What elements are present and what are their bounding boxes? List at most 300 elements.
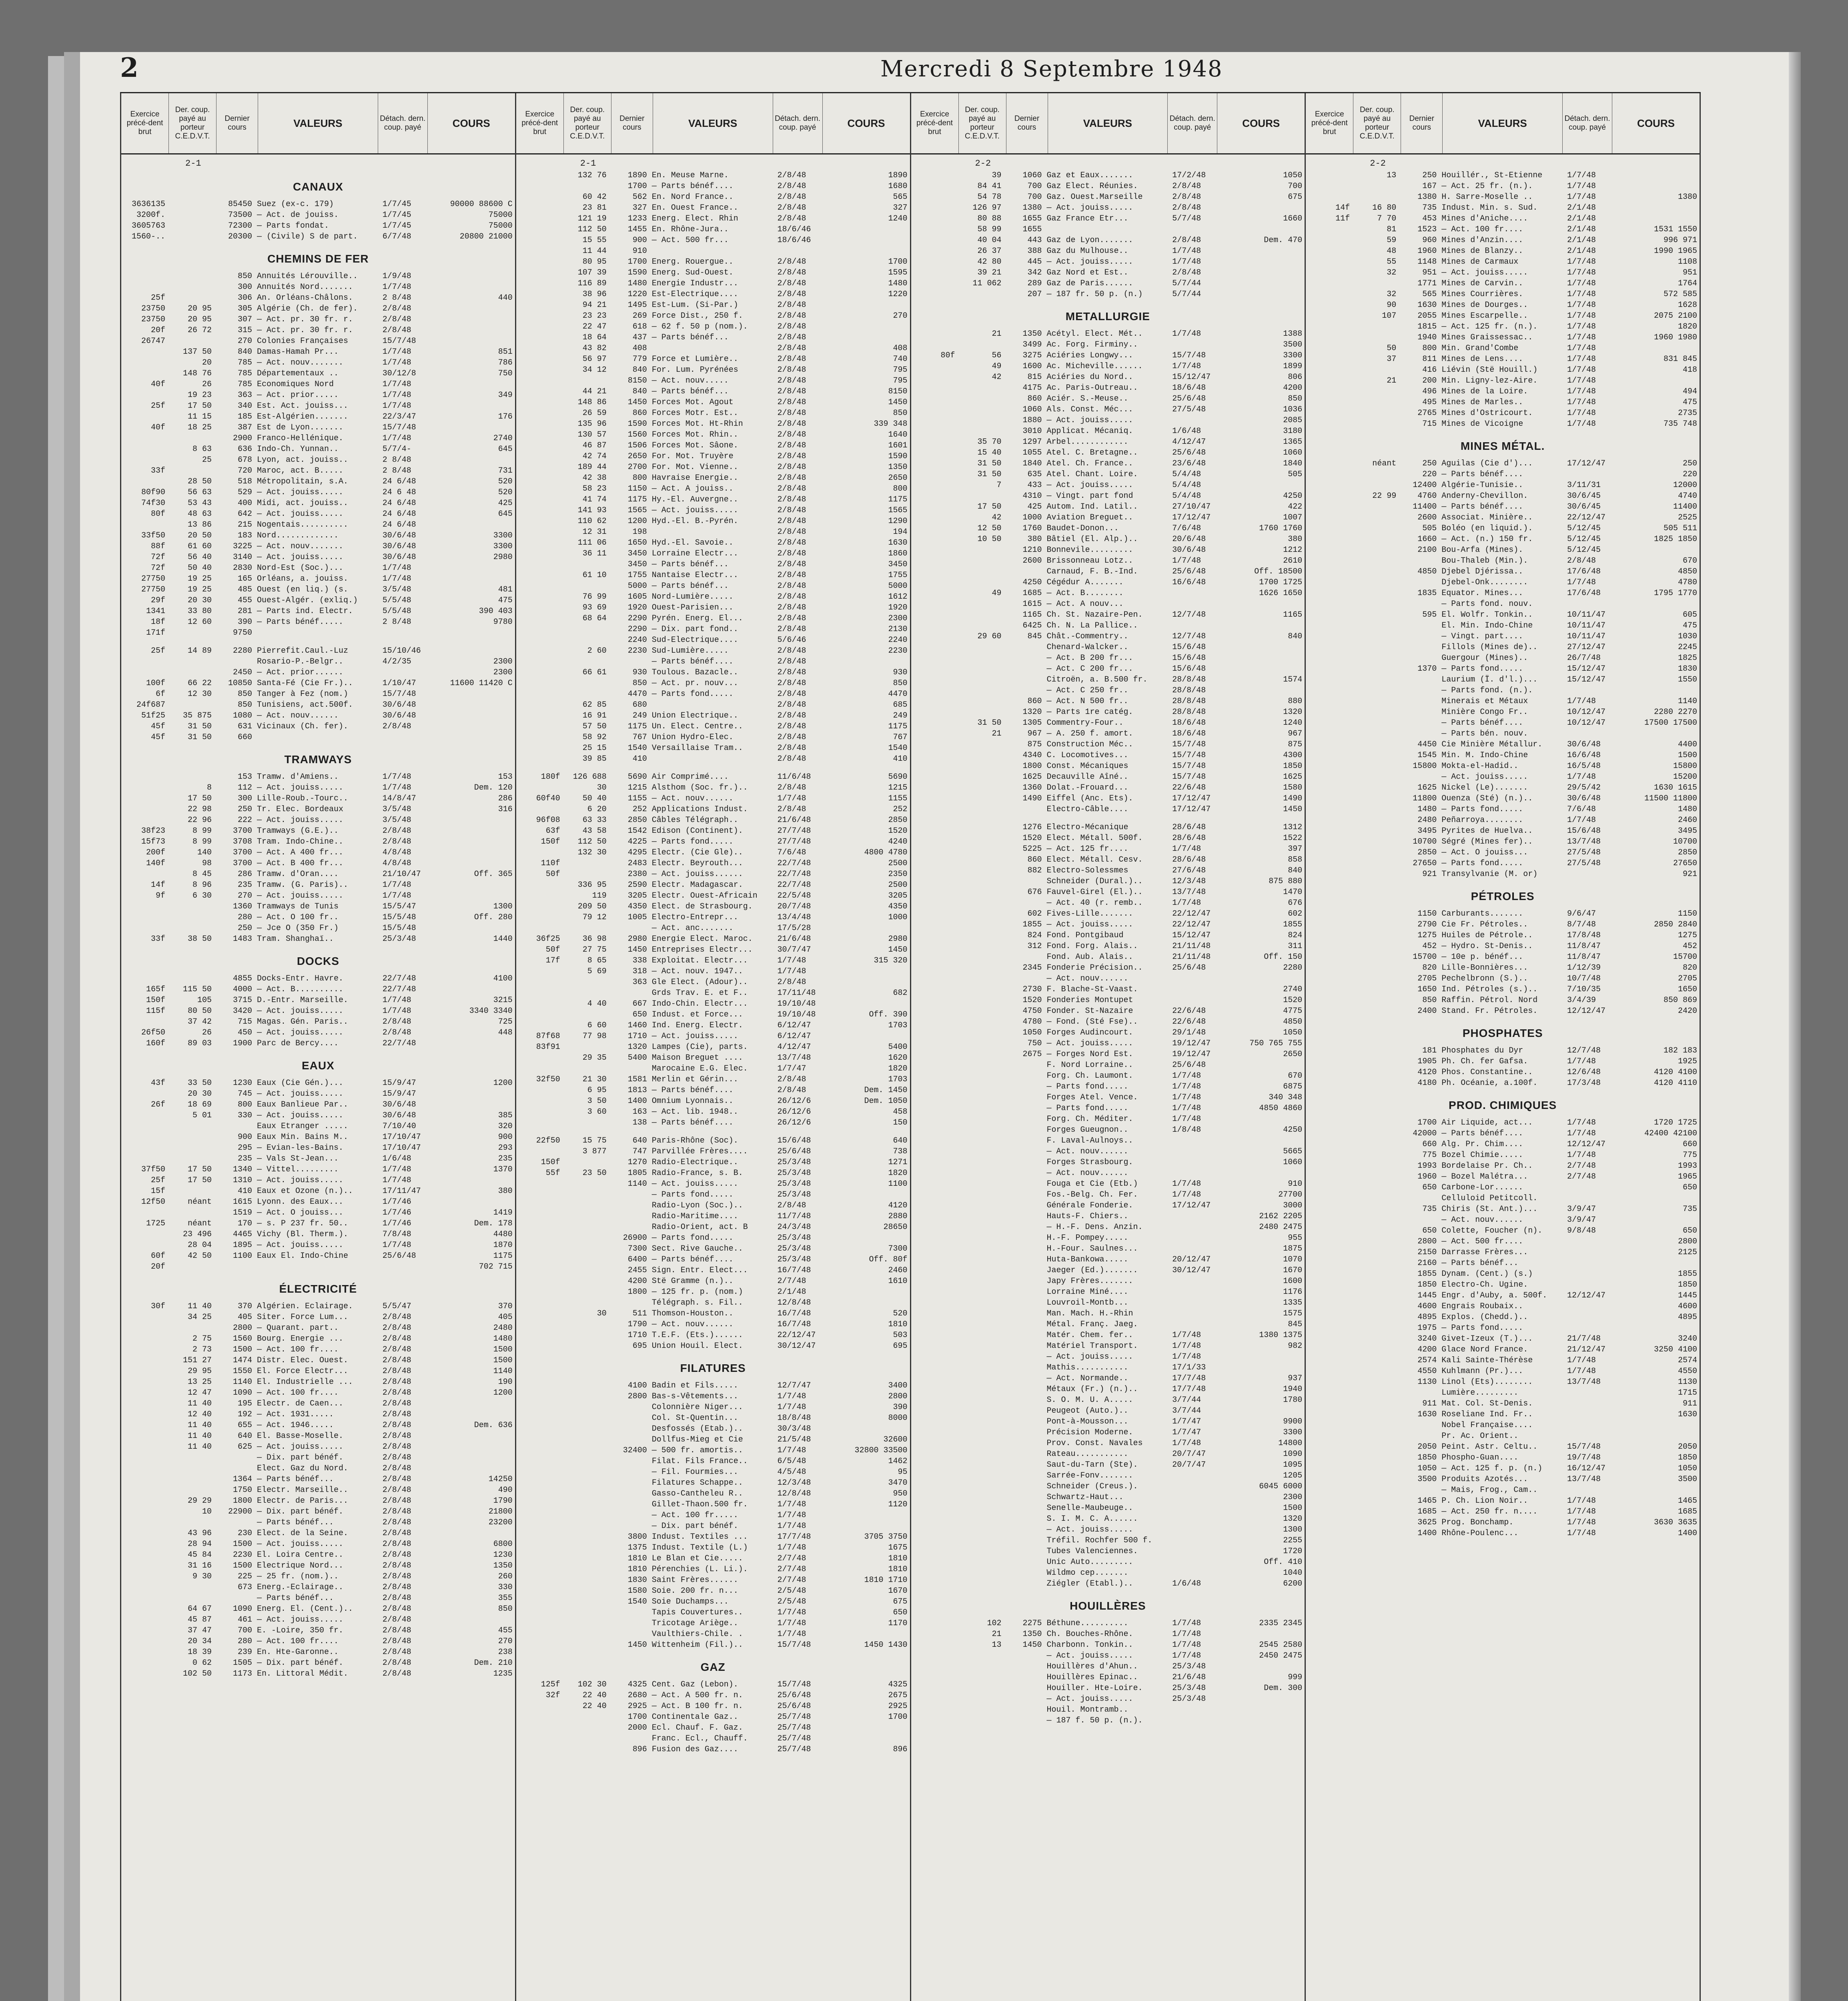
quote-cell: 1375 <box>627 1543 647 1552</box>
quote-cell: — 25 fr. (nom.).. <box>257 1572 339 1581</box>
quote-cell: 650 <box>632 1010 647 1019</box>
quote-cell: 1565 <box>627 506 647 515</box>
quote-cell: Lumière......... <box>1441 1388 1519 1397</box>
quote-cell: 2/7/48 <box>1567 1172 1596 1181</box>
quote-cell: Energ. Sud-Ouest. <box>651 268 734 277</box>
quote-cell: 2/8/48 <box>777 549 806 558</box>
quote-cell: 2/8/48 <box>777 538 806 547</box>
quote-cell: Dynam. (Cent.) (s.) <box>1441 1269 1533 1279</box>
quote-row <box>516 527 910 537</box>
quote-cell: 1700 <box>627 182 647 191</box>
quote-cell: 1480 <box>1417 805 1437 814</box>
quote-cell: 19/10/48 <box>777 999 816 1009</box>
quote-cell: 25/7/48 <box>777 1712 811 1722</box>
quote-row <box>1306 908 1700 919</box>
quote-cell: 1505 <box>233 1658 252 1668</box>
quote-row <box>121 782 515 793</box>
quote-cell: 1360 <box>1022 783 1042 792</box>
quote-cell: 1540 <box>627 1597 647 1606</box>
quote-cell: 72300 <box>228 221 252 231</box>
quote-cell: — Dix. part bénéf. <box>651 1522 738 1531</box>
quote-cell: 1522 <box>1283 834 1303 843</box>
quote-cell <box>1218 1629 1305 1640</box>
quote-row <box>1306 1355 1700 1366</box>
quote-row <box>516 1586 910 1596</box>
quote-row <box>121 1099 515 1110</box>
quote-cell: 911 <box>1422 1399 1437 1408</box>
quote-cell <box>516 912 563 923</box>
quote-cell <box>911 1222 958 1233</box>
quote-cell <box>958 1146 1004 1157</box>
quote-cell <box>958 1254 1004 1265</box>
quote-cell: 2/8/48 <box>382 1432 411 1441</box>
quote-cell: 1450 <box>627 945 647 954</box>
quote-cell <box>911 1568 958 1578</box>
quote-cell: 380 <box>1027 535 1042 544</box>
quote-cell <box>121 1517 168 1528</box>
quote-cell: 850 <box>237 700 252 710</box>
quote-cell: — Act. nouv...... <box>1441 1215 1523 1225</box>
quote-cell: 3140 <box>233 553 252 562</box>
quote-cell: Maroc, act. B..... <box>257 466 344 475</box>
quote-cell: 167 <box>1422 182 1437 191</box>
quote-cell: Dem. 210 <box>474 1658 513 1668</box>
quote-cell: — Parts fond. (n.). <box>1441 686 1533 695</box>
quote-row <box>911 1481 1305 1492</box>
quote-cell: 2/8/48 <box>382 1453 411 1462</box>
quote-cell <box>516 581 563 591</box>
quote-cell: 12/12/47 <box>1567 1140 1606 1149</box>
quote-cell <box>1171 1704 1218 1715</box>
quote-cell <box>563 1254 609 1265</box>
quote-row <box>1306 1431 1700 1442</box>
column-header-cell: COURS <box>1242 117 1280 129</box>
quote-cell <box>516 1117 563 1128</box>
quote-cell: H.-F. Pompey..... <box>1046 1233 1128 1243</box>
quote-cell <box>1565 1193 1613 1204</box>
quote-cell: 24 6/48 <box>382 520 416 529</box>
quote-cell <box>1352 815 1399 826</box>
quote-cell <box>911 1362 958 1373</box>
quote-cell <box>911 1341 958 1351</box>
quote-cell: 105 <box>197 996 212 1005</box>
quote-cell <box>516 1521 563 1532</box>
quote-cell: 4450 <box>1417 740 1437 749</box>
quote-row <box>1306 1506 1700 1517</box>
quote-cell: Construction Méc.. <box>1046 740 1133 749</box>
quote-cell: Entreprises Electr... <box>651 945 753 954</box>
quote-cell: 25/3/48 <box>1172 1684 1206 1693</box>
quote-cell: — Parts fond..... <box>651 837 734 846</box>
quote-cell <box>911 339 958 350</box>
quote-cell <box>563 1042 609 1053</box>
quote-cell: 7/10/40 <box>382 1122 416 1131</box>
quote-cell: — 187 f. 50 p. (n.). <box>1046 1716 1143 1725</box>
quote-cell: 4175 <box>1022 383 1042 393</box>
quote-cell: Mines de Vicoigne <box>1441 419 1523 429</box>
quote-cell <box>1306 599 1352 610</box>
quote-cell: 2/7/48 <box>1567 1161 1596 1171</box>
quote-cell: 1205 <box>1283 1471 1303 1480</box>
quote-cell: 1/7/48 <box>1567 365 1596 375</box>
quote-cell: 4200 <box>1283 383 1303 393</box>
quote-cell: 17/12/47 <box>1172 794 1211 803</box>
quote-cell <box>911 534 958 545</box>
quote-cell: 1480 <box>888 279 908 288</box>
quote-cell: 1960 <box>1417 247 1437 256</box>
quote-cell: Algérie-Tunisie.. <box>1441 481 1523 490</box>
quote-cell: Als. Const. Méc... <box>1046 405 1133 414</box>
quote-row <box>1306 408 1700 419</box>
quote-row <box>911 1546 1305 1557</box>
quote-cell: 1920 <box>627 603 647 612</box>
quote-cell: 811 <box>1422 355 1437 364</box>
quote-cell <box>1004 876 1044 887</box>
quote-cell <box>1352 1431 1399 1442</box>
quote-cell: T.E.F. (Ets.)...... <box>651 1331 743 1340</box>
section-title: FILATURES <box>680 1362 746 1374</box>
quote-row <box>516 181 910 192</box>
quote-cell <box>516 732 563 743</box>
quote-cell: 1/7/48 <box>1567 398 1596 407</box>
quote-cell: 1120 <box>888 1500 908 1509</box>
quote-row <box>1306 1056 1700 1067</box>
quote-cell: 80f90 <box>141 488 165 497</box>
quote-cell <box>1352 930 1399 941</box>
quote-cell: 41 74 <box>582 495 607 504</box>
quote-row <box>516 516 910 527</box>
quote-cell: 13/7/48 <box>777 1053 811 1063</box>
quote-cell: 1275 <box>1678 931 1697 940</box>
quote-cell <box>1004 1715 1044 1726</box>
quote-cell: Nord............. <box>257 531 339 540</box>
quote-cell: 141 93 <box>577 506 607 515</box>
quote-cell: 25/3/48 <box>777 1190 811 1199</box>
quote-row <box>1306 289 1700 300</box>
quote-cell <box>1306 1333 1352 1344</box>
quote-cell: 43f <box>150 1079 165 1088</box>
quote-cell: 30/6/48 <box>1567 794 1601 803</box>
quote-cell: 22/12/47 <box>1567 513 1606 522</box>
quote-cell: 4200 <box>627 1277 647 1286</box>
quote-cell: 4600 <box>1417 1302 1437 1311</box>
quote-cell: Unic Auto......... <box>1046 1558 1133 1567</box>
quote-cell: 2/8/48 <box>777 473 806 483</box>
quote-cell: 1560 <box>233 1334 252 1343</box>
quote-cell <box>1352 577 1399 588</box>
quote-cell <box>1004 1114 1044 1125</box>
quote-cell <box>516 1510 563 1521</box>
quote-cell: Associat. Minière.. <box>1441 513 1533 522</box>
quote-cell: 1/7/48 <box>1172 1352 1201 1361</box>
quote-cell <box>1352 1377 1399 1387</box>
quote-cell: 1490 <box>1022 794 1042 803</box>
quote-row <box>1306 1496 1700 1506</box>
quote-cell <box>516 1618 563 1629</box>
quote-cell: 1310 <box>233 1176 252 1185</box>
quote-cell: 11400 <box>1413 502 1437 511</box>
quote-cell: 3205 <box>888 891 908 900</box>
quote-cell: — Act. A 500 fr. n. <box>651 1691 743 1700</box>
quote-cell: 767 <box>893 733 908 742</box>
quote-cell: 21/11/48 <box>1172 942 1211 951</box>
quote-cell: Colonnière Niger... <box>651 1403 743 1412</box>
quote-cell: 1275 <box>1417 931 1437 940</box>
quote-cell: 800 <box>632 473 647 483</box>
quote-cell: 1419 <box>493 1208 513 1217</box>
quote-cell: 1100 <box>888 1179 908 1189</box>
quote-cell: — Act. A jouiss.. <box>651 484 734 493</box>
quote-cell <box>824 1424 910 1434</box>
quote-cell <box>516 343 563 354</box>
quote-cell <box>958 685 1004 696</box>
quote-row <box>911 1092 1305 1103</box>
quote-cell <box>516 804 563 815</box>
quote-cell: 1850 <box>1678 1280 1697 1289</box>
quote-cell: 2675 <box>1022 1050 1042 1059</box>
quote-cell: 2/8/48 <box>382 1345 411 1354</box>
quote-cell: 4100 <box>493 974 513 983</box>
quote-cell: — Parts bénéf... <box>257 1475 334 1484</box>
quote-cell <box>516 1391 563 1402</box>
quote-cell: 1/7/48 <box>1172 1190 1201 1199</box>
quote-cell: 786 <box>498 358 513 367</box>
quote-row <box>1306 664 1700 674</box>
quote-cell: 8 45 <box>192 870 212 879</box>
quote-cell: 2/8/48 <box>777 409 806 418</box>
quote-cell: 1703 <box>888 1075 908 1084</box>
quote-cell: 249 <box>632 711 647 720</box>
quote-cell <box>1218 1362 1305 1373</box>
quote-cell: 636 <box>237 445 252 454</box>
quote-cell: 930 <box>893 668 908 677</box>
quote-cell: Mines de Marles.. <box>1441 398 1523 407</box>
quote-cell <box>121 1420 168 1431</box>
quote-cell <box>1352 973 1399 984</box>
quote-cell: Tramw. (G. Paris).. <box>257 880 349 890</box>
section-title: MINES MÉTAL. <box>1460 440 1545 452</box>
quote-cell: 2480 2475 <box>1259 1223 1303 1232</box>
quote-cell: 176 <box>498 412 513 421</box>
quote-cell: Tricotage Ariège.. <box>651 1619 738 1628</box>
quote-cell <box>1171 1470 1218 1481</box>
quote-cell <box>958 674 1004 685</box>
quote-cell: 4550 <box>1678 1367 1697 1376</box>
quote-cell: 330 <box>498 1583 513 1592</box>
quote-cell <box>1565 1409 1613 1420</box>
quote-cell: 795 <box>893 376 908 385</box>
quote-cell: 21 30 <box>582 1075 607 1084</box>
column-header-cell: Exercice précé-dent brut <box>911 93 959 153</box>
quote-cell <box>911 491 958 501</box>
quote-cell: Gaz de Lyon....... <box>1046 236 1133 245</box>
column-header-cell: Exercice précé-dent brut <box>1306 93 1353 153</box>
quote-cell: 700 <box>237 1626 252 1635</box>
quote-cell: 11 40 <box>187 1432 212 1441</box>
quote-cell: 4/12/47 <box>1172 437 1206 447</box>
quote-cell <box>563 1297 609 1308</box>
quote-cell <box>1565 1258 1613 1269</box>
quote-cell: 17 50 <box>187 401 212 411</box>
quote-cell: H.-Four. Saulnes... <box>1046 1244 1138 1253</box>
quote-cell: 293 <box>498 1143 513 1153</box>
quote-cell <box>1004 642 1044 653</box>
quote-cell: 45 84 <box>187 1550 212 1560</box>
quote-cell: 910 <box>1288 1179 1303 1189</box>
quote-cell: 2800 <box>1678 1237 1697 1246</box>
quote-cell: Dollfus-Mieg et Cie <box>651 1435 743 1444</box>
quote-cell: 1/7/48 <box>1567 578 1596 587</box>
quote-row <box>1306 1258 1700 1269</box>
quote-cell: 1565 <box>888 506 908 515</box>
quote-cell: 2650 <box>1283 1050 1303 1059</box>
quote-cell: 2245 <box>1678 643 1697 652</box>
quote-cell: — Act. pr. nouv... <box>651 679 738 688</box>
quote-cell <box>609 1467 649 1478</box>
quote-cell: 1165 <box>1022 610 1042 620</box>
quote-cell <box>1306 1420 1352 1431</box>
quote-cell: 2420 <box>1678 1007 1697 1016</box>
quote-row <box>121 1485 515 1496</box>
quote-row <box>911 973 1305 984</box>
quote-cell: El. Industrielle ... <box>257 1377 353 1387</box>
quote-cell: 15700 <box>1673 952 1697 962</box>
quote-cell: 28650 <box>883 1223 908 1232</box>
quote-cell <box>1306 408 1352 419</box>
quote-cell: Houillères Epinac.. <box>1046 1673 1138 1682</box>
quote-cell: 1/7/45 <box>382 221 411 231</box>
quote-cell: — Act. jouiss..... <box>1441 268 1528 277</box>
quote-cell <box>911 1578 958 1589</box>
quote-row <box>516 289 910 300</box>
quote-cell: — Act. jouiss..... <box>1046 1525 1133 1534</box>
quote-cell: 15/6/48 <box>777 1136 811 1145</box>
quote-cell <box>1218 224 1305 235</box>
quote-cell <box>429 401 515 411</box>
column-header-cell: Dernier cours <box>611 93 653 153</box>
quote-cell <box>958 1265 1004 1276</box>
quote-cell: Est-Electrique.... <box>651 290 738 299</box>
quote-row <box>911 224 1305 235</box>
quote-cell: Filatures Schappe.. <box>651 1478 743 1488</box>
quote-row <box>121 455 515 465</box>
quote-cell <box>1306 1409 1352 1420</box>
quote-cell: 25/6/48 <box>382 1251 416 1261</box>
quote-cell: 102 50 <box>182 1669 212 1678</box>
quote-row <box>911 1557 1305 1568</box>
quote-cell <box>1171 1135 1218 1146</box>
quote-cell <box>516 213 563 224</box>
quote-cell <box>168 465 214 476</box>
quote-cell <box>1171 339 1218 350</box>
quote-cell: 12/8/48 <box>777 1298 811 1307</box>
quote-cell: — Bozel Malétra... <box>1441 1172 1528 1181</box>
quote-cell: Indo-Chin. Electr... <box>651 999 748 1009</box>
quote-cell: 5/5/48 <box>382 596 411 605</box>
quote-cell <box>516 1200 563 1211</box>
quote-cell <box>958 1168 1004 1179</box>
quote-cell <box>1004 1330 1044 1341</box>
quote-cell: 951 <box>1422 268 1437 277</box>
quote-cell: P. Ch. Lion Noir.. <box>1441 1496 1528 1506</box>
quote-cell: 511 <box>632 1309 647 1318</box>
quote-cell <box>958 1276 1004 1287</box>
quote-cell: 1450 <box>627 398 647 407</box>
quote-cell: Aciéries du Nord.. <box>1046 373 1133 382</box>
quote-cell: 1/7/48 <box>1567 1118 1596 1127</box>
quote-cell <box>1306 1442 1352 1452</box>
quote-cell <box>214 1517 255 1528</box>
quote-cell: — Fil. Fourmies... <box>651 1468 738 1477</box>
column-header-cell: VALEURS <box>1443 93 1563 153</box>
quote-cell: 2/8/48 <box>777 430 806 439</box>
quote-cell: 1/7/48 <box>382 434 411 443</box>
column-header-cell: VALEURS <box>653 93 773 153</box>
quote-row <box>911 844 1305 854</box>
quote-cell <box>1565 1269 1613 1279</box>
quote-row <box>121 1528 515 1539</box>
quote-cell <box>516 354 563 365</box>
quote-row <box>516 321 910 332</box>
quote-row <box>911 941 1305 952</box>
quote-cell: 17/11/48 <box>777 988 816 998</box>
quote-cell: — Act. 100 fr.... <box>257 1637 339 1646</box>
quote-cell <box>1565 869 1613 880</box>
quote-cell <box>121 1593 168 1604</box>
quote-row <box>516 635 910 646</box>
quote-cell: — Act. 500 fr... <box>651 236 729 245</box>
quote-cell: 2/8/48 <box>777 387 806 396</box>
quote-cell: 800 <box>893 484 908 493</box>
quote-cell <box>1306 1215 1352 1225</box>
quote-cell: 1200 <box>493 1079 513 1088</box>
quote-cell: Bâtiel (El. Alp.).. <box>1046 535 1138 544</box>
quote-cell <box>121 1110 168 1121</box>
quote-cell: Damas-Hamah Pr... <box>257 347 339 357</box>
quote-cell: Ouenza (Sté) (n.).. <box>1441 794 1533 803</box>
quote-cell: 455 <box>237 596 252 605</box>
quote-cell: 93 69 <box>582 603 607 612</box>
quote-cell: 1050 <box>1417 1464 1437 1473</box>
quote-row <box>1306 1236 1700 1247</box>
quote-row <box>1306 1312 1700 1323</box>
quote-cell <box>121 1344 168 1355</box>
quote-cell <box>958 1211 1004 1222</box>
quote-cell: — Act. jouiss..... <box>257 1241 344 1250</box>
quote-cell <box>1352 1215 1399 1225</box>
quote-row <box>911 278 1305 289</box>
quote-cell: 19 23 <box>187 391 212 400</box>
quote-cell <box>429 379 515 390</box>
quote-cell: — 10e p. bénéf... <box>1441 952 1523 962</box>
quote-cell: Suez (ex-c. 179) <box>257 200 334 209</box>
quote-row <box>516 1074 910 1085</box>
quote-cell: 11 40 <box>187 1302 212 1311</box>
quote-cell <box>911 664 958 674</box>
quote-cell <box>121 667 168 678</box>
column-header-cell: Exercice précé-dent brut <box>516 93 564 153</box>
quote-cell <box>1004 664 1044 674</box>
quote-row <box>121 1218 515 1229</box>
quote-cell: Ph. Océanie, a.100f. <box>1441 1079 1538 1088</box>
quote-cell <box>958 1341 1004 1351</box>
quote-cell <box>958 383 1004 393</box>
quote-cell: 1450 <box>1283 805 1303 814</box>
quote-cell <box>958 822 1004 833</box>
quote-cell <box>911 1027 958 1038</box>
quote-cell: 2850 <box>1417 848 1437 857</box>
quote-cell <box>1306 847 1352 858</box>
